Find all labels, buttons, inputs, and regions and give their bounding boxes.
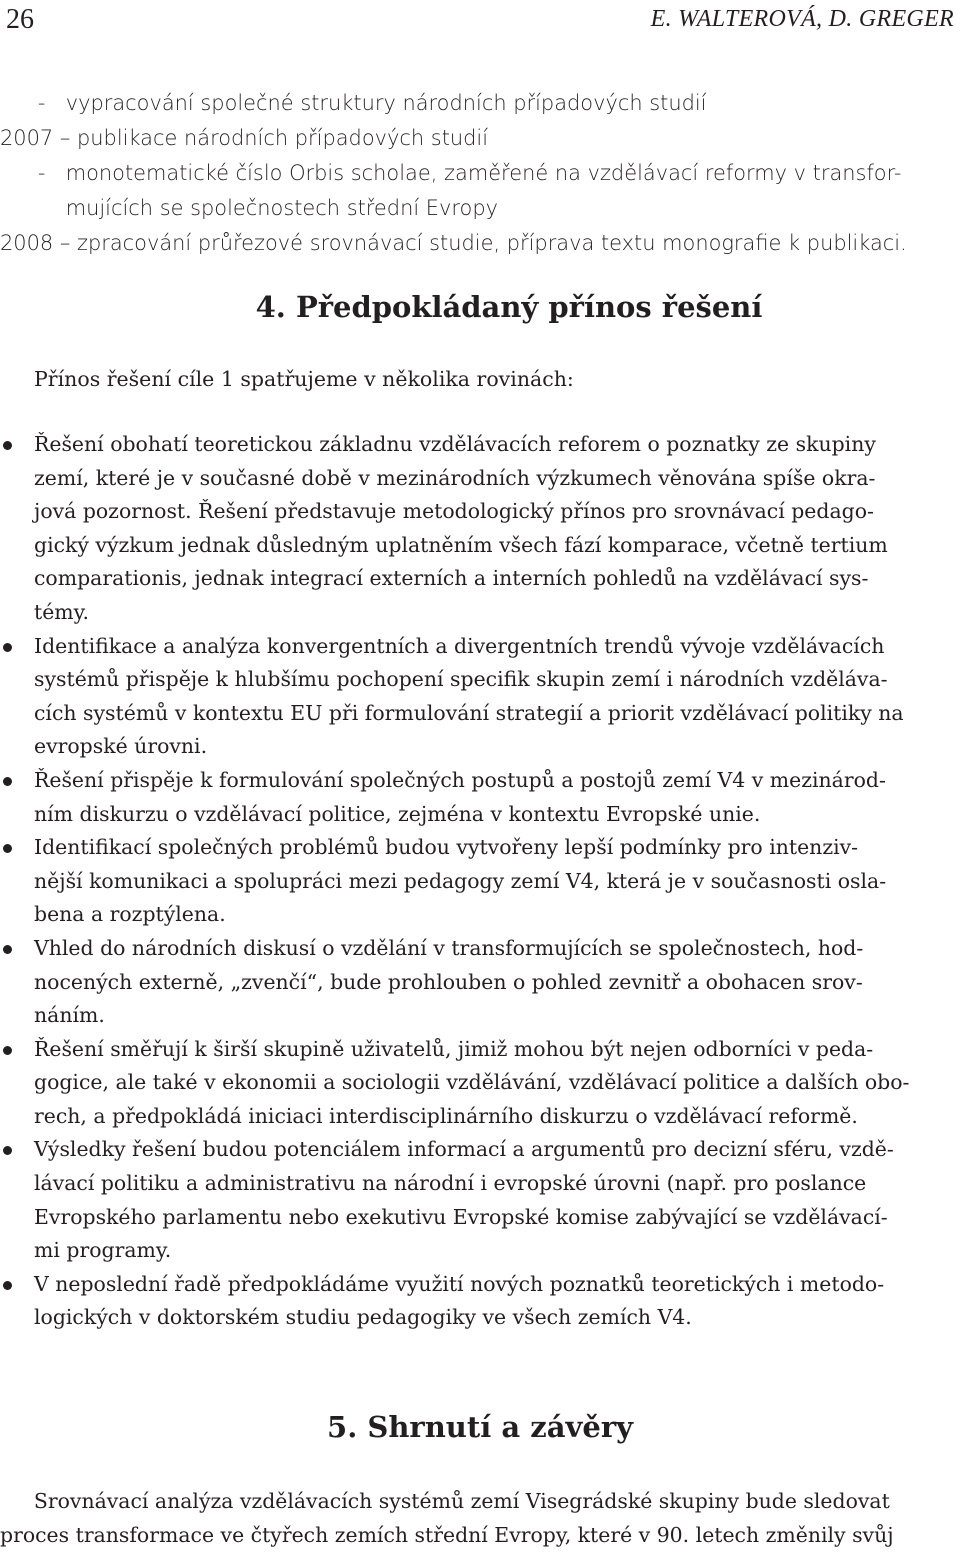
timeline-item: 2008 – zpracování průřezové srovnávací studie, příprava textu monografie k publikaci. (0, 231, 907, 255)
list-item: Vhled do národních diskusí o vzdělání v transformujících se společnostech, hod- nocených externě, „zvenčí“, bude prohlouben o pohled zevnitř a obohacen srov- náním. (0, 932, 960, 1033)
benefits-list (0, 428, 960, 1335)
section-heading-5: 5. Shrnutí a závěry (327, 1410, 633, 1444)
bullet-icon (3, 945, 12, 954)
list-item: Identifikace a analýza konvergentních a divergentních trendů vývoje vzdělávacích systémů přispěje k hlubšímu pochopení specifik skupin zemí i národních vzděláva- cích systémů v kontextu EU při formulování strategií a priorit vzdělávací politiky na evropské úrovni. (0, 630, 960, 764)
list-item: Řešení obohatí teoretickou základnu vzdělávacích reforem o poznatky ze skupiny zemí, které je v současné době v mezinárodních výzkumech věnována spíše okra- jová pozornost. Řešení představuje metodologický přínos pro srovnávací pedago- gický výzkum jednak důsledným uplatněním všech fází komparace, včetně tertium comparationis, jednak integrací externích a interních pohledů na vzdělávací sys- témy. (0, 428, 960, 630)
bullet-icon (3, 1046, 12, 1055)
bullet-icon (3, 643, 12, 652)
bullet-icon (3, 1281, 12, 1290)
timeline-item: - vypracování společné struktury národních případových studií (37, 91, 707, 115)
section-heading-4: 4. Předpokládaný přínos řešení (255, 290, 763, 324)
bullet-icon (3, 777, 12, 786)
timeline-item: - monotematické číslo Orbis scholae, zaměřené na vzdělávací reformy v transfor- (37, 161, 902, 185)
timeline-item-continuation: mujících se společnostech střední Evropy (65, 196, 498, 220)
bullet-icon (3, 441, 12, 450)
conclusion-paragraph: Srovnávací analýza vzdělávacích systémů zemí Visegrádské skupiny bude sledovat proces transformace ve čtyřech zemích střední Evropy, které v 90. letech změnily svůj (0, 1489, 894, 1547)
page-number: 26 (6, 4, 34, 35)
timeline-list (0, 86, 960, 261)
list-item: V neposlední řadě předpokládáme využití nových poznatků teoretických i metodo- logických v doktorském studiu pedagogiky ve všech zemích V4. (0, 1268, 960, 1335)
list-item: Řešení směřují k širší skupině uživatelů, jimiž mohou být nejen odborníci v peda- gogice, ale také v ekonomii a sociologii vzdělávání, vzdělávací politice a dalších obo- rech, a předpokládá iniciaci interdisciplinárního diskurzu o vzdělávací reformě. (0, 1033, 960, 1134)
running-header-authors: E. WALTEROVÁ, D. GREGER (650, 6, 954, 32)
list-item: Identifikací společných problémů budou vytvořeny lepší podmínky pro intenziv- nější komunikaci a spolupráci mezi pedagogy zemí V4, která je v současnosti osla- bena a rozptýlena. (0, 831, 960, 932)
list-item: Výsledky řešení budou potenciálem informací a argumentů pro decizní sféru, vzdě- lávací politiku a administrativu na národní i evropské úrovni (např. pro poslance Evropského parlamentu nebo exekutivu Evropské komise zabývající se vzdělávací- mi programy. (0, 1133, 960, 1267)
list-item: Řešení přispěje k formulování společných postupů a postojů zemí V4 v mezinárod- ním diskurzu o vzdělávací politice, zejména v kontextu Evropské unie. (0, 764, 960, 831)
section-intro: Přínos řešení cíle 1 spatřujeme v několika rovinách: (34, 367, 574, 391)
bullet-icon (3, 1146, 12, 1155)
timeline-item: 2007 – publikace národních případových studií (0, 126, 489, 150)
bullet-icon (3, 844, 12, 853)
